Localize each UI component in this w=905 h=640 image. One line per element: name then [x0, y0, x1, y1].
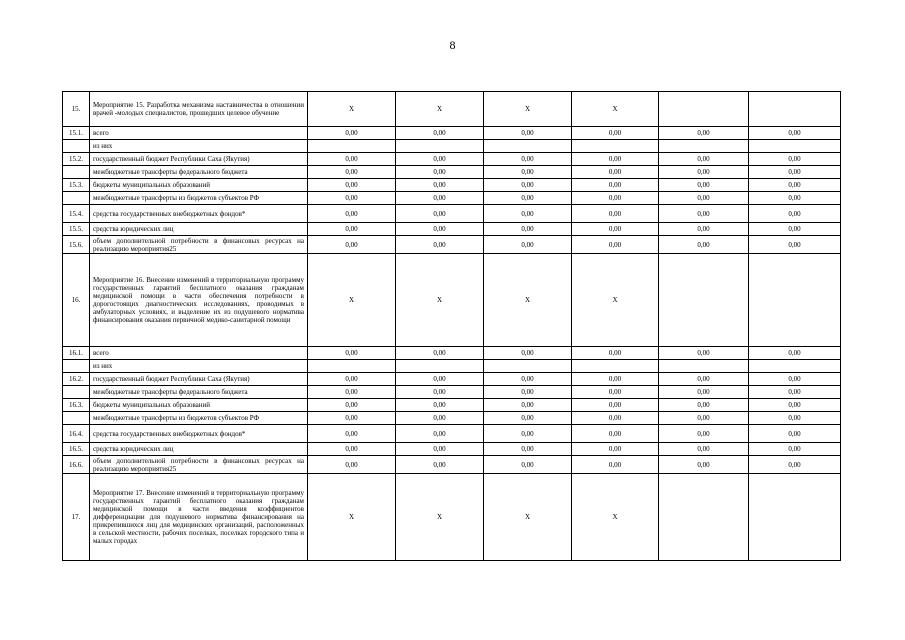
page-number: 8: [449, 38, 456, 52]
value-cell: 0,00: [484, 443, 572, 456]
value-cell: X: [396, 92, 484, 127]
value-cell: 0,00: [572, 223, 659, 236]
value-cell: 0,00: [659, 236, 749, 254]
table-row: [63, 474, 841, 561]
value-cell: 0,00: [396, 179, 484, 192]
row-number: 16.: [63, 254, 90, 347]
value-cell: 0,00: [749, 223, 841, 236]
table-row: [63, 360, 841, 373]
value-cell: 0,00: [749, 236, 841, 254]
table-row: [63, 347, 841, 360]
value-cell: 0,00: [749, 399, 841, 412]
value-cell: 0,00: [484, 386, 572, 399]
value-cell: X: [396, 254, 484, 347]
value-cell: 0,00: [749, 347, 841, 360]
row-description: государственный бюджет Республики Саха (Якутия): [90, 373, 308, 386]
value-cell: 0,00: [749, 373, 841, 386]
row-description: бюджеты муниципальных образований: [90, 179, 308, 192]
value-cell: 0,00: [659, 456, 749, 474]
value-cell: 0,00: [396, 443, 484, 456]
value-cell: [484, 140, 572, 153]
row-number: [63, 192, 90, 205]
value-cell: 0,00: [308, 236, 396, 254]
value-cell: 0,00: [308, 127, 396, 140]
value-cell: 0,00: [484, 425, 572, 443]
row-description: межбюджетные трансферты из бюджетов субъектов РФ: [90, 412, 308, 425]
row-number: [63, 140, 90, 153]
value-cell: [659, 140, 749, 153]
row-number: [63, 360, 90, 373]
value-cell: 0,00: [572, 205, 659, 223]
value-cell: 0,00: [572, 425, 659, 443]
value-cell: 0,00: [308, 412, 396, 425]
value-cell: [572, 140, 659, 153]
value-cell: 0,00: [396, 153, 484, 166]
row-description: объем дополнительной потребности в финансовых ресурсах на реализацию мероприятия25: [90, 236, 308, 254]
value-cell: 0,00: [749, 412, 841, 425]
row-number: 15.: [63, 92, 90, 127]
table-row: [63, 153, 841, 166]
value-cell: 0,00: [659, 373, 749, 386]
row-number: 16.3.: [63, 399, 90, 412]
value-cell: 0,00: [749, 179, 841, 192]
value-cell: 0,00: [572, 236, 659, 254]
value-cell: 0,00: [396, 412, 484, 425]
row-number: 15.1.: [63, 127, 90, 140]
table-row: [63, 373, 841, 386]
table-row: [63, 127, 841, 140]
row-description: межбюджетные трансферты федерального бюджета: [90, 166, 308, 179]
value-cell: 0,00: [308, 456, 396, 474]
value-cell: 0,00: [484, 456, 572, 474]
value-cell: 0,00: [308, 443, 396, 456]
value-cell: [749, 254, 841, 347]
value-cell: [749, 474, 841, 561]
row-number: 16.4.: [63, 425, 90, 443]
value-cell: 0,00: [572, 456, 659, 474]
value-cell: 0,00: [572, 412, 659, 425]
value-cell: 0,00: [659, 153, 749, 166]
table-row: [63, 425, 841, 443]
value-cell: [749, 140, 841, 153]
value-cell: 0,00: [396, 236, 484, 254]
table-row: [63, 236, 841, 254]
table-row: [63, 399, 841, 412]
value-cell: 0,00: [659, 127, 749, 140]
value-cell: 0,00: [749, 386, 841, 399]
table-row: [63, 223, 841, 236]
value-cell: 0,00: [659, 223, 749, 236]
value-cell: 0,00: [749, 153, 841, 166]
value-cell: 0,00: [308, 192, 396, 205]
value-cell: 0,00: [749, 443, 841, 456]
row-number: 15.3.: [63, 179, 90, 192]
row-number: 15.2.: [63, 153, 90, 166]
row-description: средства юридических лиц: [90, 443, 308, 456]
table-row: [63, 166, 841, 179]
row-description: Мероприятие 17. Внесение изменений в территориальную программу государственных гарантий бесплатного оказания гражданам медицинской помощи в части введения коэффициентов дифференциации для подушевого норматива финансирования на прикрепившихся лиц для медицинских организаций, расположенных в сельской местности, рабочих поселках, поселках городского типа и малых городах: [90, 474, 308, 561]
row-description: средства государственных внебюджетных фондов*: [90, 425, 308, 443]
row-number: [63, 386, 90, 399]
value-cell: 0,00: [484, 192, 572, 205]
value-cell: 0,00: [659, 425, 749, 443]
value-cell: X: [484, 474, 572, 561]
value-cell: X: [396, 474, 484, 561]
value-cell: 0,00: [396, 223, 484, 236]
row-number: 15.4.: [63, 205, 90, 223]
table-row: [63, 92, 841, 127]
value-cell: 0,00: [396, 127, 484, 140]
value-cell: 0,00: [484, 347, 572, 360]
row-number: [63, 166, 90, 179]
value-cell: 0,00: [308, 347, 396, 360]
value-cell: [396, 140, 484, 153]
value-cell: 0,00: [484, 412, 572, 425]
value-cell: [749, 360, 841, 373]
value-cell: 0,00: [308, 205, 396, 223]
value-cell: 0,00: [749, 166, 841, 179]
row-number: [63, 412, 90, 425]
value-cell: X: [484, 92, 572, 127]
value-cell: 0,00: [572, 386, 659, 399]
row-description: средства юридических лиц: [90, 223, 308, 236]
value-cell: [308, 140, 396, 153]
row-description: всего: [90, 347, 308, 360]
value-cell: 0,00: [396, 166, 484, 179]
row-description: межбюджетные трансферты федерального бюджета: [90, 386, 308, 399]
value-cell: 0,00: [484, 205, 572, 223]
value-cell: [572, 360, 659, 373]
value-cell: 0,00: [396, 386, 484, 399]
row-description: всего: [90, 127, 308, 140]
value-cell: [308, 360, 396, 373]
value-cell: 0,00: [659, 347, 749, 360]
value-cell: 0,00: [484, 399, 572, 412]
value-cell: 0,00: [572, 347, 659, 360]
row-number: 16.1.: [63, 347, 90, 360]
row-number: 16.2.: [63, 373, 90, 386]
value-cell: 0,00: [484, 166, 572, 179]
value-cell: [659, 360, 749, 373]
value-cell: [659, 254, 749, 347]
value-cell: 0,00: [572, 127, 659, 140]
table-row: [63, 412, 841, 425]
row-description: Мероприятие 15. Разработка механизма наставничества в отношении врачей -молодых специалистов, прошедших целевое обучение: [90, 92, 308, 127]
value-cell: X: [308, 92, 396, 127]
value-cell: 0,00: [308, 425, 396, 443]
value-cell: 0,00: [749, 456, 841, 474]
value-cell: 0,00: [659, 443, 749, 456]
value-cell: [659, 474, 749, 561]
value-cell: 0,00: [396, 192, 484, 205]
row-number: 15.6.: [63, 236, 90, 254]
value-cell: 0,00: [484, 153, 572, 166]
value-cell: 0,00: [572, 399, 659, 412]
funding-table: [62, 91, 841, 561]
table-row: [63, 179, 841, 192]
value-cell: 0,00: [572, 443, 659, 456]
value-cell: X: [572, 92, 659, 127]
value-cell: 0,00: [659, 386, 749, 399]
table-row: [63, 386, 841, 399]
value-cell: 0,00: [308, 386, 396, 399]
value-cell: 0,00: [396, 347, 484, 360]
row-description: бюджеты муниципальных образований: [90, 399, 308, 412]
value-cell: 0,00: [396, 399, 484, 412]
row-description: из них: [90, 140, 308, 153]
value-cell: 0,00: [572, 192, 659, 205]
value-cell: 0,00: [308, 179, 396, 192]
table-row: [63, 443, 841, 456]
value-cell: X: [308, 254, 396, 347]
table-row: [63, 456, 841, 474]
row-description: средства государственных внебюджетных фондов*: [90, 205, 308, 223]
row-description: Мероприятие 16. Внесение изменений в территориальную программу государственных гарантий бесплатного оказания гражданам медицинской помощи в части обеспечения потребности в дорогостоящих диагностических исследованиях, проводимых в амбулаторных условиях, и выделение их из подушевого норматива финансирования оказания первичной медико-санитарной помощи: [90, 254, 308, 347]
row-description: государственный бюджет Республики Саха (Якутия): [90, 153, 308, 166]
value-cell: 0,00: [659, 412, 749, 425]
value-cell: 0,00: [749, 127, 841, 140]
value-cell: 0,00: [396, 425, 484, 443]
value-cell: 0,00: [572, 153, 659, 166]
value-cell: 0,00: [749, 425, 841, 443]
value-cell: 0,00: [308, 373, 396, 386]
value-cell: X: [572, 474, 659, 561]
value-cell: [396, 360, 484, 373]
value-cell: 0,00: [484, 223, 572, 236]
table-row: [63, 254, 841, 347]
value-cell: 0,00: [572, 179, 659, 192]
value-cell: 0,00: [308, 153, 396, 166]
value-cell: 0,00: [484, 127, 572, 140]
row-number: 16.6.: [63, 456, 90, 474]
value-cell: 0,00: [659, 166, 749, 179]
row-description: межбюджетные трансферты из бюджетов субъектов РФ: [90, 192, 308, 205]
row-number: 15.5.: [63, 223, 90, 236]
value-cell: [659, 92, 749, 127]
value-cell: 0,00: [396, 456, 484, 474]
value-cell: X: [572, 254, 659, 347]
value-cell: 0,00: [659, 399, 749, 412]
value-cell: [484, 360, 572, 373]
row-number: 17.: [63, 474, 90, 561]
value-cell: X: [308, 474, 396, 561]
row-number: 16.5.: [63, 443, 90, 456]
value-cell: 0,00: [659, 192, 749, 205]
value-cell: 0,00: [659, 205, 749, 223]
value-cell: 0,00: [749, 192, 841, 205]
row-description: из них: [90, 360, 308, 373]
value-cell: 0,00: [659, 179, 749, 192]
value-cell: 0,00: [572, 373, 659, 386]
value-cell: 0,00: [572, 166, 659, 179]
value-cell: 0,00: [749, 205, 841, 223]
value-cell: 0,00: [308, 399, 396, 412]
value-cell: 0,00: [484, 179, 572, 192]
value-cell: 0,00: [484, 236, 572, 254]
table-row: [63, 140, 841, 153]
value-cell: [749, 92, 841, 127]
value-cell: X: [484, 254, 572, 347]
table-row: [63, 205, 841, 223]
value-cell: 0,00: [308, 166, 396, 179]
table-row: [63, 192, 841, 205]
value-cell: 0,00: [396, 205, 484, 223]
value-cell: 0,00: [308, 223, 396, 236]
value-cell: 0,00: [396, 373, 484, 386]
row-description: объем дополнительной потребности в финансовых ресурсах на реализацию мероприятия25: [90, 456, 308, 474]
value-cell: 0,00: [484, 373, 572, 386]
